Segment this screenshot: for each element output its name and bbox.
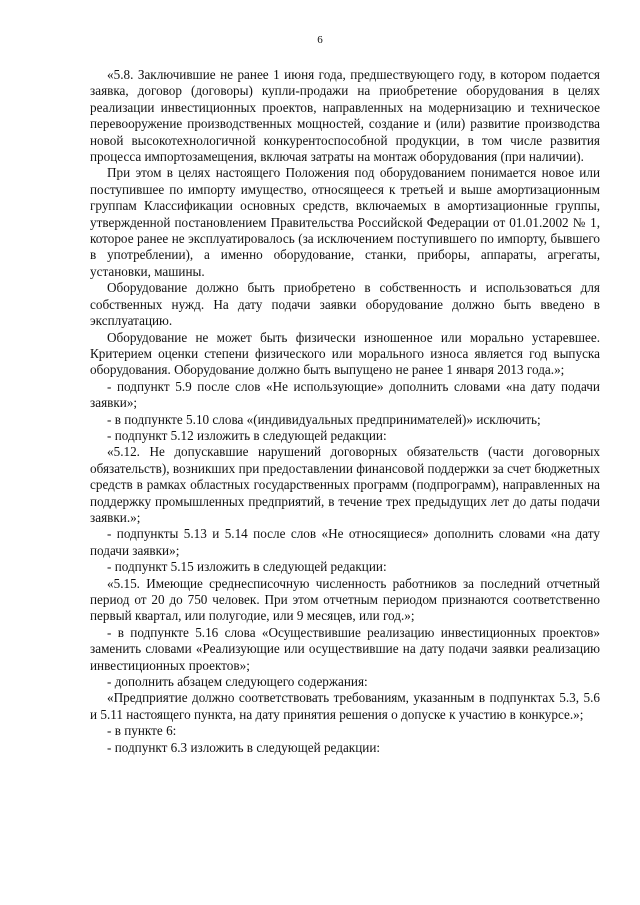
page-number: 6 (317, 34, 323, 46)
paragraph-amend-5-9: - подпункт 5.9 после слов «Не использующие» дополнить словами «на дату подачи заявки»; (90, 378, 600, 411)
document-body (90, 67, 600, 756)
paragraph-wear-criteria: Оборудование не может быть физически изношенное или морально устаревшее. Критерием оценки степени физического или морального износа является год выпуска оборудования. Оборудование должно быть выпущено не ранее 1 января 2013 года.»; (90, 329, 600, 378)
paragraph-amend-5-15: - подпункт 5.15 изложить в следующей редакции: (107, 559, 387, 575)
paragraph-amend-5-16: - в подпункте 5.16 слова «Осуществившие реализацию инвестиционных проектов» заменить словами «Реализующие или осуществившие на дату подачи заявки реализацию инвестиционных проектов»; (90, 624, 600, 673)
paragraph-amend-5-12: - подпункт 5.12 изложить в следующей редакции: (107, 427, 387, 443)
paragraph-ownership: Оборудование должно быть приобретено в собственность и использоваться для собственных нужд. На дату подачи заявки оборудование должно быть введено в эксплуатацию. (90, 280, 600, 329)
paragraph-enterprise-requirements: «Предприятие должно соответствовать требованиям, указанным в подпунктах 5.3, 5.6 и 5.11 настоящего пункта, на дату принятия решения о допуске к участию в конкурсе.»; (90, 690, 600, 722)
paragraph-equipment-definition: При этом в целях настоящего Положения под оборудованием понимается новое или поступившее по импорту имущество, относящееся к третьей и выше амортизационным группам Классификации основных средств, включаемых в амортизационные группы, утвержденной постановлением Правительства Российской Федерации от 01.01.2002 № 1, которое ранее не эксплуатировалось (за исключением поступившего по импорту, бывшего в употреблении), а именно оборудование, станки, приборы, аппараты, агрегаты, установки, машины. (90, 165, 600, 279)
paragraph-amend-5-10: - в подпункте 5.10 слова «(индивидуальных предпринимателей)» исключить; (107, 411, 541, 427)
paragraph-5-15-text: «5.15. Имеющие среднесписочную численность работников за последний отчетный период от 20 до 750 человек. При этом отчетным периодом признаются соответственно первый квартал, или полугодие, или 9 месяцев, или год.»; (90, 575, 600, 624)
paragraph-add-clause: - дополнить абзацем следующего содержания: (107, 674, 368, 690)
paragraph-5-12-text: «5.12. Не допускавшие нарушений договорных обязательств (части договорных обязательств), возникших при предоставлении финансовой поддержки за счет бюджетных средств в рамках областных государственных программ (подпрограмм), направленных на поддержку промышленных предприятий, в течение трех предыдущих лет до даты подачи заявки.»; (90, 444, 600, 525)
paragraph-amend-6-3: - подпункт 6.3 изложить в следующей редакции: (107, 739, 381, 755)
paragraph-point-6: - в пункте 6: (107, 723, 177, 739)
paragraph-5-8: «5.8. Заключившие не ранее 1 июня года, предшествующего году, в котором подается заявка, договор (договоры) купли-продажи на приобретение оборудования в целях реализации инвестиционных проектов, направленных на модернизацию и техническое перевооружение производственных мощностей, создание и (или) развитие производства новой высокотехнологичной конкурентоспособной продукции, в том числе развития процесса импортозамещения, включая затраты на монтаж оборудования (при наличии). (90, 67, 600, 165)
paragraph-amend-5-13-5-14: - подпункты 5.13 и 5.14 после слов «Не относящиеся» дополнить словами «на дату подачи заявки»; (90, 526, 600, 558)
